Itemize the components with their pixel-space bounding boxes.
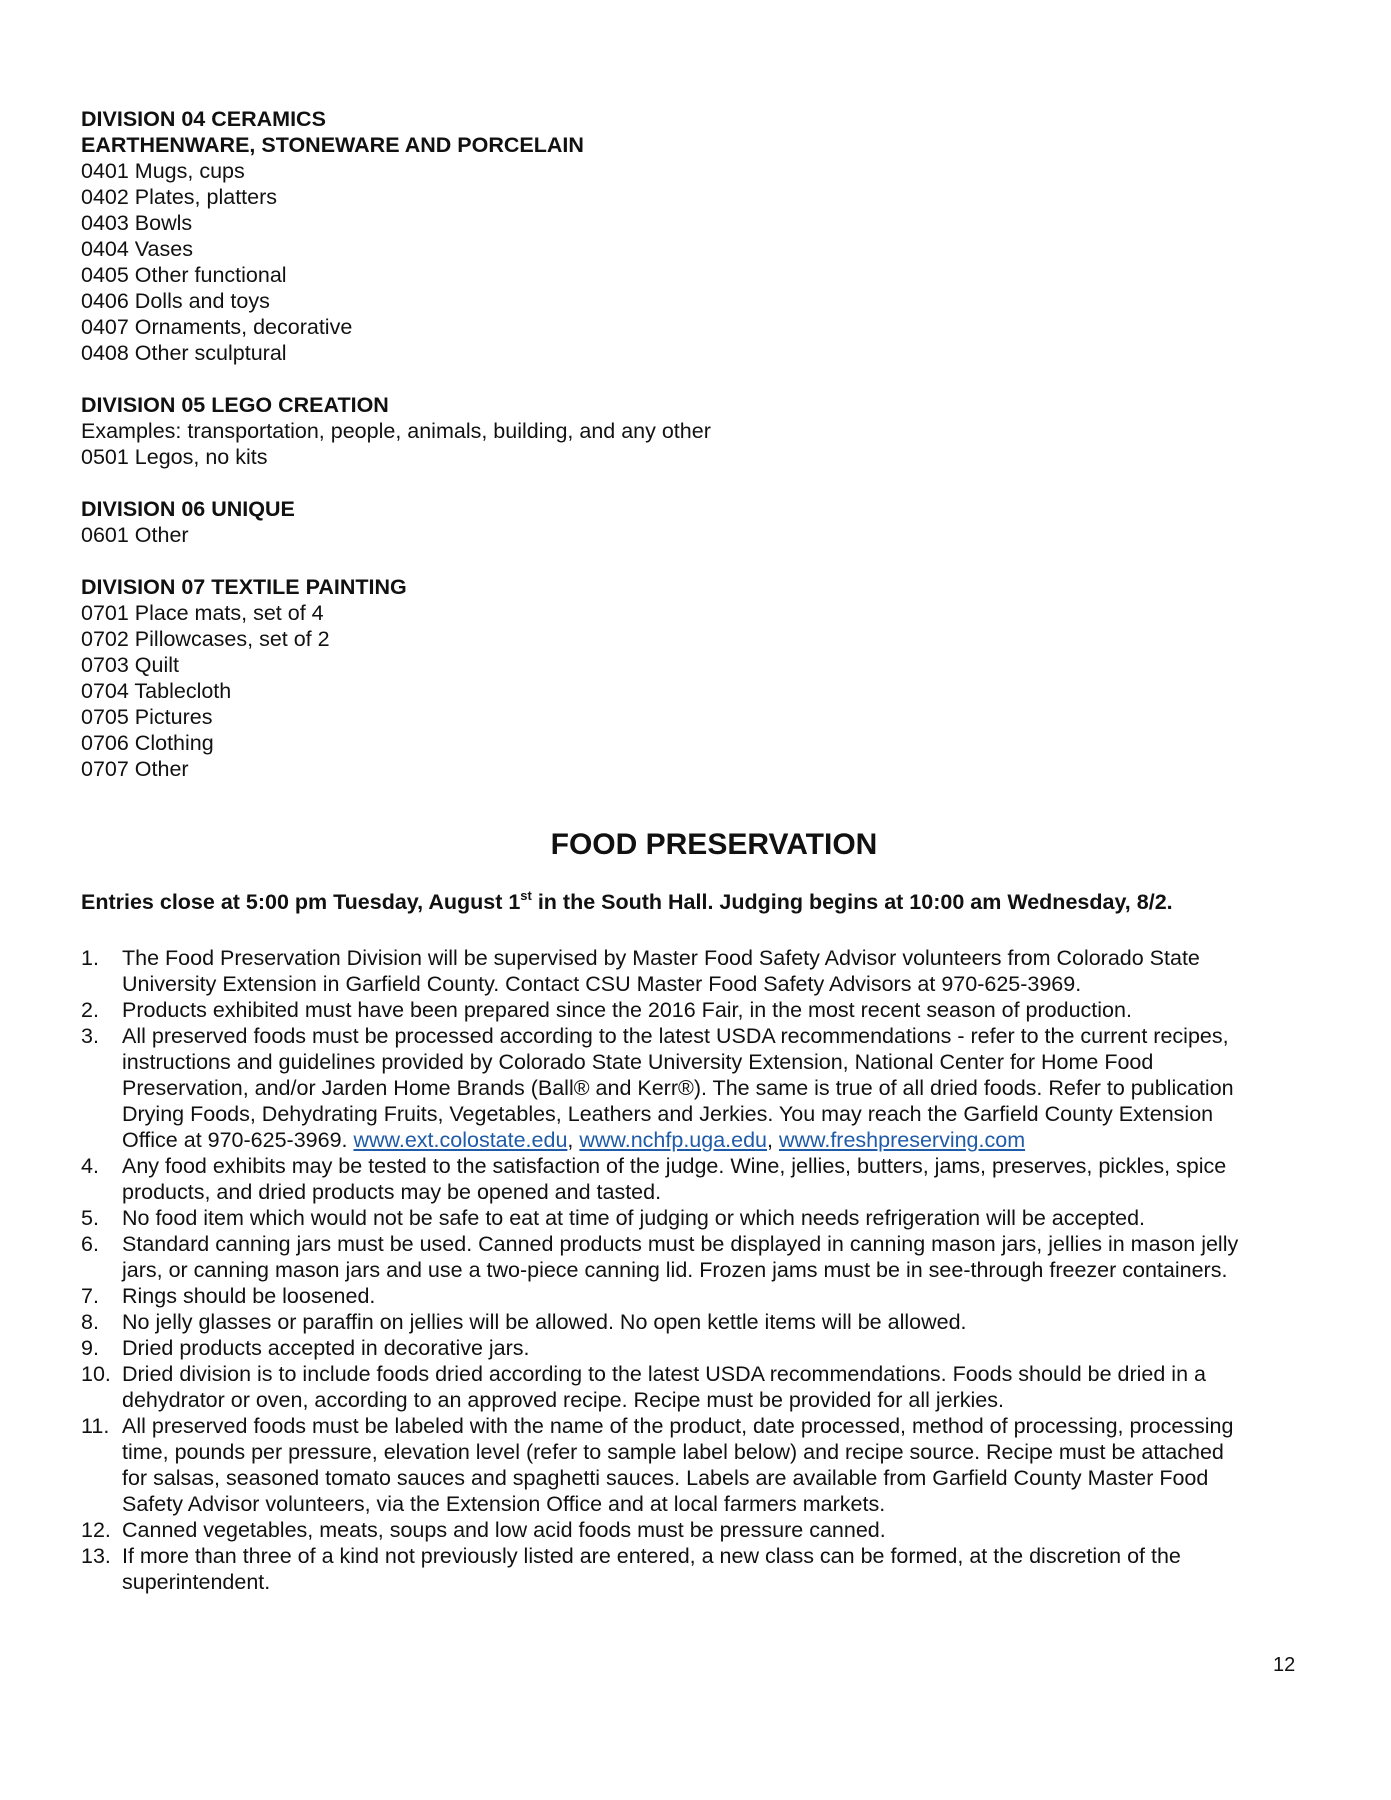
class-item: 0501 Legos, no kits xyxy=(81,445,268,469)
rule-number: 5. xyxy=(81,1206,99,1230)
class-item: 0401 Mugs, cups xyxy=(81,159,245,183)
list-item xyxy=(81,945,1311,997)
section-title: FOOD PRESERVATION xyxy=(550,828,878,861)
rule-text: Standard canning jars must be used. Canned products must be displayed in canning mason jars, jellies in mason jelly jars, or canning mason jars and use a two-piece canning lid. Frozen jams must be in see-through freezer containers. xyxy=(122,1232,1239,1282)
class-item: 0701 Place mats, set of 4 xyxy=(81,601,324,625)
division-04 xyxy=(81,106,1311,366)
rule-number: 13. xyxy=(81,1544,111,1568)
division-title: DIVISION 05 LEGO CREATION xyxy=(81,393,389,417)
entries-text-start: Entries close at 5:00 pm Tuesday, August 1 xyxy=(81,890,521,914)
list-item xyxy=(81,1413,1311,1517)
division-subtitle: EARTHENWARE, STONEWARE AND PORCELAIN xyxy=(81,133,584,157)
rule-text: Any food exhibits may be tested to the satisfaction of the judge. Wine, jellies, butters, jams, preserves, pickles, spice products, and dried products may be opened and tasted. xyxy=(122,1154,1227,1204)
class-item: 0702 Pillowcases, set of 2 xyxy=(81,627,330,651)
rule-text: If more than three of a kind not previously listed are entered, a new class can be formed, at the discretion of the superintendent. xyxy=(122,1544,1181,1594)
rule-text: All preserved foods must be processed according to the latest USDA recommendations - refer to the current recipes, instructions and guidelines provided by Colorado State University Extension, National Center for Home Food Preservation, and/or Jarden Home Brands (Ball® and Kerr®). The same is true of all dried foods. Refer to publication Drying Foods, Dehydrating Fruits, Vegetables, Leathers and Jerkies. You may reach the Garfield County Extension Office at 970-625-3969. xyxy=(122,1024,1234,1152)
rule-text: No jelly glasses or paraffin on jellies will be allowed. No open kettle items will be allowed. xyxy=(122,1310,967,1334)
division-note: Examples: transportation, people, animals, building, and any other xyxy=(81,419,711,443)
rule-number: 8. xyxy=(81,1310,99,1334)
rule-number: 12. xyxy=(81,1518,111,1542)
class-item: 0404 Vases xyxy=(81,237,193,261)
division-title: DIVISION 04 CERAMICS xyxy=(81,107,326,131)
rule-text: Products exhibited must have been prepared since the 2016 Fair, in the most recent season of production. xyxy=(122,998,1132,1022)
link-separator: , xyxy=(567,1128,580,1152)
class-item: 0704 Tablecloth xyxy=(81,679,232,703)
link-nchfp[interactable]: www.nchfp.uga.edu xyxy=(579,1128,768,1152)
division-title: DIVISION 07 TEXTILE PAINTING xyxy=(81,575,407,599)
class-item: 0706 Clothing xyxy=(81,731,214,755)
class-item: 0403 Bowls xyxy=(81,211,193,235)
list-item xyxy=(81,1517,1311,1543)
rules-list xyxy=(81,945,1311,1595)
document-page xyxy=(81,106,1311,1595)
entries-notice xyxy=(81,889,1311,915)
entries-ordinal-suffix: st xyxy=(520,888,532,903)
rule-text: All preserved foods must be labeled with the name of the product, date processed, method of processing, processing time, pounds per pressure, elevation level (refer to sample label below) and recipe source. Recipe must be attached for salsas, seasoned tomato sauces and spaghetti sauces. Labels are available from Garfield County Master Food Safety Advisor volunteers, via the Extension Office and at local farmers markets. xyxy=(122,1414,1234,1516)
division-06 xyxy=(81,496,1311,548)
list-item xyxy=(81,1361,1311,1413)
list-item xyxy=(81,1335,1311,1361)
rule-number: 4. xyxy=(81,1154,99,1178)
list-item xyxy=(81,997,1311,1023)
class-item: 0707 Other xyxy=(81,757,189,781)
class-item: 0408 Other sculptural xyxy=(81,341,287,365)
rule-text: No food item which would not be safe to eat at time of judging or which needs refrigeration will be accepted. xyxy=(122,1206,1146,1230)
division-05 xyxy=(81,392,1311,470)
link-separator: , xyxy=(767,1128,779,1152)
list-item xyxy=(81,1231,1311,1283)
list-item xyxy=(81,1309,1311,1335)
division-07 xyxy=(81,574,1311,782)
class-item: 0601 Other xyxy=(81,523,189,547)
entries-text-end: in the South Hall. Judging begins at 10:00 am Wednesday, 8/2. xyxy=(531,890,1173,914)
rule-text: Canned vegetables, meats, soups and low acid foods must be pressure canned. xyxy=(122,1518,886,1542)
list-item xyxy=(81,1543,1311,1595)
section-heading xyxy=(0,825,1311,865)
list-item xyxy=(81,1205,1311,1231)
class-item: 0703 Quilt xyxy=(81,653,180,677)
rule-number: 6. xyxy=(81,1232,99,1256)
link-ext-colostate[interactable]: www.ext.colostate.edu xyxy=(353,1128,568,1152)
list-item xyxy=(81,1153,1311,1205)
page-number: 12 xyxy=(1273,1654,1296,1676)
division-title: DIVISION 06 UNIQUE xyxy=(81,497,295,521)
rule-number: 10. xyxy=(81,1362,111,1386)
rule-number: 1. xyxy=(81,946,99,970)
class-item: 0705 Pictures xyxy=(81,705,213,729)
rule-number: 11. xyxy=(81,1414,110,1438)
rule-number: 2. xyxy=(81,998,99,1022)
class-item: 0402 Plates, platters xyxy=(81,185,278,209)
class-item: 0406 Dolls and toys xyxy=(81,289,270,313)
rule-number: 7. xyxy=(81,1284,99,1308)
rule-text: Rings should be loosened. xyxy=(122,1284,376,1308)
list-item xyxy=(81,1023,1311,1153)
link-freshpreserving[interactable]: www.freshpreserving.com xyxy=(778,1128,1026,1152)
rule-text-with-links xyxy=(122,1023,1311,1153)
class-item: 0405 Other functional xyxy=(81,263,287,287)
rule-text: The Food Preservation Division will be supervised by Master Food Safety Advisor volunteers from Colorado State University Extension in Garfield County. Contact CSU Master Food Safety Advisors at 970-625-3969. xyxy=(122,946,1200,996)
rule-text: Dried products accepted in decorative jars. xyxy=(122,1336,530,1360)
list-item xyxy=(81,1283,1311,1309)
rule-text: Dried division is to include foods dried according to the latest USDA recommendations. Foods should be dried in a dehydrator or oven, according to an approved recipe. Recipe must be provided for all jerkies. xyxy=(122,1362,1206,1412)
class-item: 0407 Ornaments, decorative xyxy=(81,315,353,339)
rule-number: 9. xyxy=(81,1336,99,1360)
rule-number: 3. xyxy=(81,1024,99,1048)
